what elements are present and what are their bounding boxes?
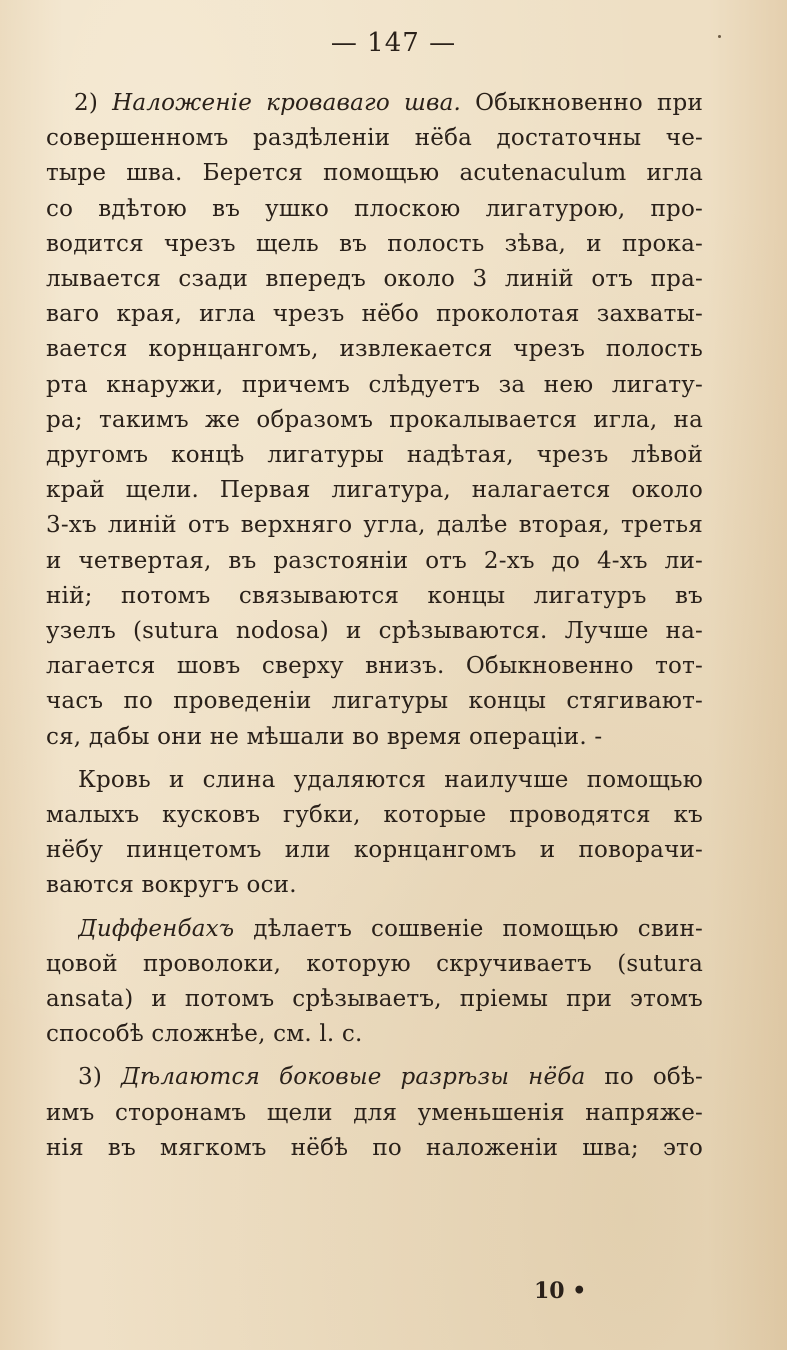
printer-signature: 10 • — [534, 1278, 587, 1304]
text-line — [46, 797, 703, 833]
text-line — [46, 191, 703, 227]
text-span: имъ сторонамъ щели для уменьшенiя напряже- — [46, 1099, 703, 1126]
text-span: тыре шва. Берется помощью acutenaculum игла — [46, 160, 703, 187]
text-span: и четвертая, въ разстоянiи отъ 2-хъ до 4-хъ ли- — [46, 547, 703, 574]
text-span: нiя въ мягкомъ нёбѣ по наложенiи шва; это — [46, 1134, 703, 1161]
text-span: рта кнаружи, причемъ слѣдуетъ за нею лигату- — [46, 371, 703, 398]
text-span: ра; такимъ же образомъ прокалывается игла, на — [46, 406, 703, 433]
text-line — [46, 437, 703, 473]
text-line — [78, 911, 703, 947]
text-line — [46, 613, 703, 649]
text-span: нёбу пинцетомъ или корнцангомъ и поворачи- — [46, 837, 703, 864]
text-line — [46, 648, 703, 684]
text-span: 3) — [78, 1064, 121, 1091]
text-span: часъ по проведенiи лигатуры концы стягивают- — [46, 688, 703, 715]
text-line — [46, 261, 703, 297]
text-span: ваго края, игла чрезъ нёбо проколотая захваты- — [46, 301, 703, 328]
text-line — [46, 946, 703, 982]
text-span: ваются вокругъ оси. — [46, 872, 297, 899]
text-span: нiй; потомъ связываются концы лигатуръ въ — [46, 582, 703, 609]
text-span: ся, дабы они не мѣшали во время операцiи. - — [46, 723, 603, 750]
text-span: цовой проволоки, которую скручиваетъ (sutura — [46, 950, 703, 977]
page-number: — 147 — — [330, 28, 457, 58]
text-span: лагается шовъ сверху внизъ. Обыкновенно тот- — [46, 653, 703, 680]
text-line — [46, 981, 703, 1017]
text-line — [46, 719, 703, 755]
paper-speck — [718, 35, 721, 38]
text-span: ansata) и потомъ срѣзываетъ, прiемы при этомъ — [46, 986, 703, 1012]
text-line — [46, 543, 703, 579]
text-span: малыхъ кусковъ губки, которые проводятся къ — [46, 802, 703, 828]
text-line — [46, 507, 703, 543]
text-line — [46, 867, 703, 903]
italic-span: Наложенiе кровавагo шва. — [112, 90, 461, 116]
text-line — [78, 762, 703, 798]
text-line — [46, 226, 703, 262]
italic-span: Диффенбахъ — [78, 915, 235, 942]
text-line — [46, 367, 703, 403]
text-span: способѣ сложнѣе, см. l. c. — [46, 1021, 363, 1048]
text-span: дѣлаетъ сошвенiе помощью свин- — [234, 915, 703, 942]
text-span: 2) — [74, 90, 113, 116]
text-span: узелъ (sutura nodosa) и срѣзываются. Лучше на- — [46, 618, 703, 644]
text-line — [46, 1016, 703, 1052]
text-span: совершенномъ раздѣленiи нёба достаточны че- — [46, 125, 703, 152]
text-line — [46, 1095, 703, 1131]
text-line — [46, 578, 703, 614]
text-line — [46, 296, 703, 332]
text-span: другомъ концѣ лигатуры надѣтая, чрезъ лѣвой — [46, 442, 703, 468]
text-span: 3-хъ линiй отъ верхняго угла, далѣе вторая, третья — [46, 512, 703, 539]
text-line — [46, 331, 703, 367]
text-span: Обыкновенно при — [461, 90, 703, 116]
text-line — [46, 832, 703, 868]
text-line — [78, 1059, 703, 1095]
text-line — [74, 85, 703, 121]
text-span: Кровь и слина удаляются наилучше помощью — [78, 766, 703, 793]
text-line — [46, 120, 703, 156]
text-span: вается корнцангомъ, извлекается чрезъ полость — [46, 336, 703, 363]
text-line — [46, 472, 703, 508]
text-span: край щели. Первая лигатура, налагается около — [46, 477, 703, 504]
italic-span: Дѣлаются боковые разрѣзы нёба — [120, 1064, 586, 1091]
text-line — [46, 1130, 703, 1166]
text-line — [46, 402, 703, 438]
text-span: водится чрезъ щель въ полость зѣва, и прока- — [46, 230, 703, 257]
text-span: со вдѣтою въ ушко плоскою лигатурою, про- — [46, 195, 703, 222]
text-line — [46, 683, 703, 719]
text-line — [46, 155, 703, 191]
text-span: лывается сзади впередъ около 3 линiй отъ пра- — [46, 266, 703, 292]
text-span: по обѣ- — [585, 1064, 703, 1091]
